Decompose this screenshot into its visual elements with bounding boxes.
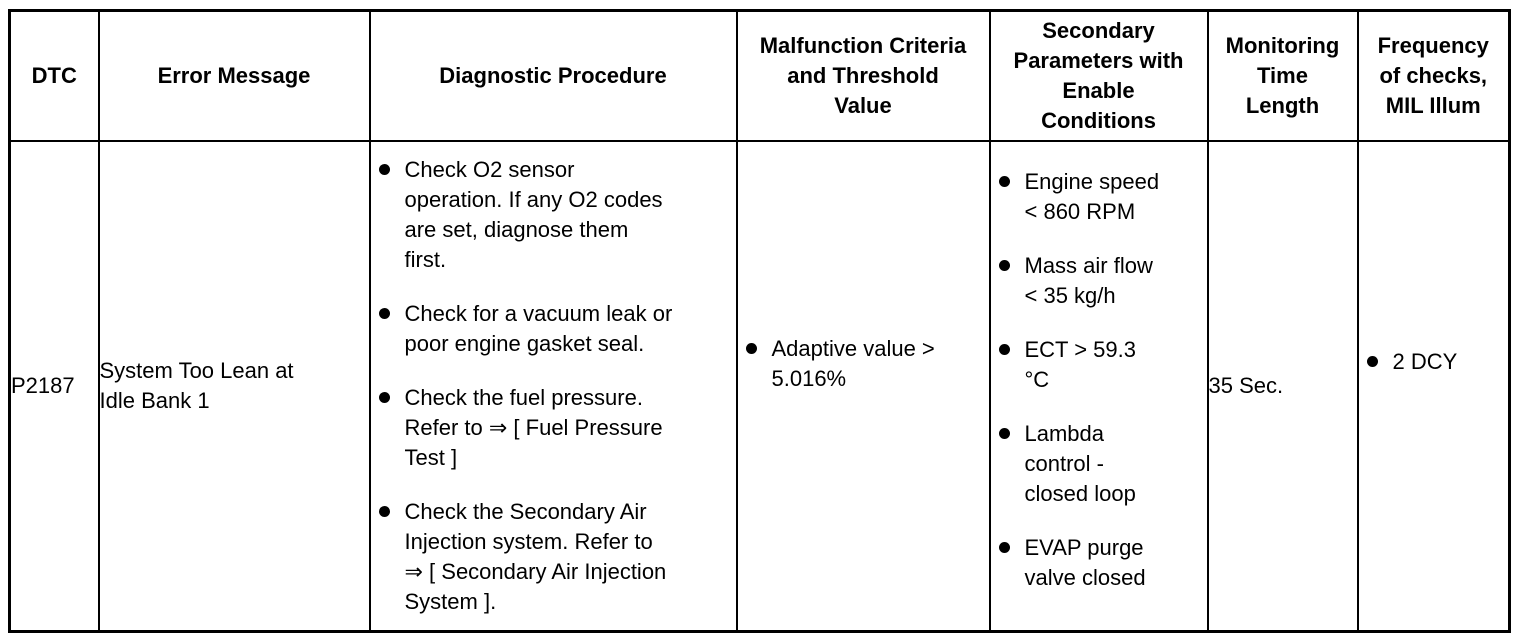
procedure-step: Check the Secondary Air Injection system. Refer to ⇒ [ Secondary Air Injection System ].: [371, 497, 736, 617]
header-diagnostic-procedure: Diagnostic Procedure: [370, 11, 737, 142]
bullet-icon: [999, 428, 1010, 439]
bullet-icon: [379, 164, 390, 175]
bullet-icon: [999, 260, 1010, 271]
procedure-step: Check the fuel pressure. Refer to ⇒ [ Fuel Pressure Test ]: [371, 383, 736, 473]
header-dtc: DTC: [10, 11, 99, 142]
criteria-item: Adaptive value > 5.016%: [738, 334, 989, 394]
bullet-icon: [746, 343, 757, 354]
bullet-icon: [999, 344, 1010, 355]
secondary-list: [991, 167, 1207, 593]
bullet-icon: [999, 542, 1010, 553]
bullet-icon: [1367, 356, 1378, 367]
header-malfunction-criteria: Malfunction Criteria and Threshold Value: [737, 11, 990, 142]
procedure-list: [371, 155, 736, 617]
secondary-item: Lambda control - closed loop: [991, 419, 1207, 509]
table-row: [10, 141, 1510, 632]
secondary-item: ECT > 59.3 °C: [991, 335, 1207, 395]
frequency: [1358, 141, 1510, 632]
bullet-icon: [999, 176, 1010, 187]
header-row: [10, 11, 1510, 142]
bullet-icon: [379, 506, 390, 517]
frequency-list: [1359, 347, 1509, 377]
diagnostic-procedure: [370, 141, 737, 632]
dtc-table: [8, 9, 1511, 633]
monitoring-time: 35 Sec.: [1208, 141, 1358, 632]
header-secondary-parameters: Secondary Parameters with Enable Conditions: [990, 11, 1208, 142]
secondary-item: EVAP purge valve closed: [991, 533, 1207, 593]
dtc-code: P2187: [10, 141, 99, 632]
error-message: System Too Lean at Idle Bank 1: [99, 141, 370, 632]
frequency-item: 2 DCY: [1359, 347, 1509, 377]
secondary-item: Engine speed < 860 RPM: [991, 167, 1207, 227]
procedure-step: Check O2 sensor operation. If any O2 codes are set, diagnose them first.: [371, 155, 736, 275]
criteria-list: [738, 334, 989, 394]
bullet-icon: [379, 392, 390, 403]
header-frequency: Frequency of checks, MIL Illum: [1358, 11, 1510, 142]
header-error-message: Error Message: [99, 11, 370, 142]
bullet-icon: [379, 308, 390, 319]
secondary-item: Mass air flow < 35 kg/h: [991, 251, 1207, 311]
header-monitoring-time: Monitoring Time Length: [1208, 11, 1358, 142]
secondary-parameters: [990, 141, 1208, 632]
procedure-step: Check for a vacuum leak or poor engine gasket seal.: [371, 299, 736, 359]
malfunction-criteria: [737, 141, 990, 632]
